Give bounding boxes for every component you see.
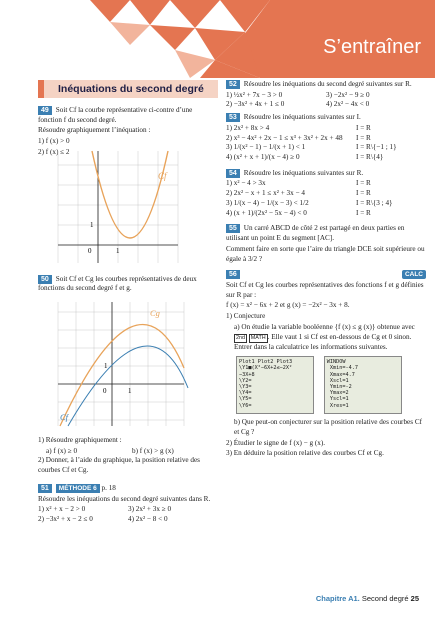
question: Comment faire en sorte que l’aire du triangle DCE soit supérieure ou égale à 3/2 ? [226, 244, 425, 263]
exercise-item: 4) 2x² − 8 < 0 [128, 515, 168, 524]
domain: I = R [356, 208, 371, 217]
curve-label-cf: Cf [60, 412, 69, 423]
exercise-number: 56 [226, 270, 240, 279]
calculator-screens [236, 356, 426, 414]
left-column [38, 80, 218, 528]
exercise-55 [226, 224, 426, 264]
exercise-text: Soit Cf et Cg les courbes représentatives des fonctions f et g définies sur R par : [226, 280, 424, 299]
domain: I = R\{3 ; 4} [356, 198, 393, 207]
domain: I = R [356, 179, 371, 188]
section-title: Inéquations du second degré [58, 83, 204, 95]
key-math: MATH [250, 334, 266, 341]
inequation: 2) 2x² − x + 1 ≤ x² + 3x − 4 [226, 189, 305, 198]
curve-label-cf: Cf [158, 170, 167, 181]
exercise-54 [226, 169, 426, 219]
inequation: 3) 1/(x − 4) − 1/(x − 3) < 1/2 [226, 198, 309, 207]
method-page: p. 18 [101, 483, 116, 492]
exercise-item: 2) f (x) ≤ 2 [38, 147, 70, 156]
calculator-screen-y-editor: Plot1 Plot2 Plot3 \Y1■(X²−6X+2≤−2X² −3X+8 \Y2= \Y3= \Y4= \Y5= \Y6= [236, 356, 314, 414]
inequation: 1) 2x² + 8x > 4 [226, 123, 270, 132]
question-sub: a) f (x) ≥ 0 [46, 446, 78, 455]
inequation: 4) (x² + x + 1)/(x − 4) ≥ 0 [226, 153, 300, 162]
exercise-number: 49 [38, 106, 52, 115]
question: 3) En déduire la position relative des courbes Cf et Cg. [226, 449, 384, 458]
domain: I = R [356, 123, 371, 132]
method-badge[interactable]: MÉTHODE 6 [56, 484, 100, 493]
exercise-item: 2) −3x² + 4x + 1 ≤ 0 [226, 100, 285, 109]
axis-origin-label: 0 [103, 387, 107, 396]
exercise-text: Soit Cf la courbe représentative ci-contre d’une fonction f du second degré. [38, 106, 193, 124]
exercise-item: 3) 2x² + 3x ≥ 0 [128, 505, 172, 514]
footer-title: Second degré [361, 594, 409, 603]
exercise-item: 1) ½x² + 7x − 3 > 0 [226, 90, 283, 99]
exercise-51 [38, 484, 218, 525]
question-sub-a [226, 323, 426, 352]
axis-x-unit-label: 1 [128, 387, 132, 396]
exercise-50-questions [38, 436, 218, 476]
exercise-text: Soit Cf et Cg les courbes représentatives de deux fonctions du second degré f et g. [38, 274, 197, 293]
exercise-number: 52 [226, 80, 240, 89]
exercise-50 [38, 275, 218, 294]
domain: I = R [356, 133, 371, 142]
axis-y-unit-label: 1 [90, 220, 94, 229]
axis-y-unit-label: 1 [104, 362, 108, 371]
exercise-number: 51 [38, 484, 52, 493]
question: 1) Résoudre graphiquement : [38, 436, 122, 445]
exercise-item: 2) −3x² + x − 2 ≤ 0 [38, 515, 93, 524]
question-sub: b) Que peut-on conjecturer sur la position relative des courbes Cf et Cg ? [234, 418, 423, 436]
curve-label-cg: Cg [150, 308, 160, 319]
axis-origin-label: 0 [88, 246, 92, 255]
exercise-53 [226, 113, 426, 163]
graph-ex49 [38, 147, 218, 267]
section-header [38, 80, 218, 98]
exercise-item: 4) 2x² − 4x < 0 [326, 100, 370, 109]
inequation: 3) 1/(x² − 1) − 1/(x + 1) < 1 [226, 143, 306, 152]
footer-chapter: Chapitre A1. [315, 594, 360, 603]
question: 2) Donner, à l’aide du graphique, la position relative des courbes Cf et Cg. [38, 456, 200, 475]
domain: I = R\{4} [356, 153, 384, 162]
inequation: 1) x² − 4 > 3x [226, 179, 266, 188]
key-2nd: 2nd [236, 334, 245, 341]
exercise-number: 50 [38, 275, 52, 284]
question: 2) Étudier le signe de f (x) − g (x). [226, 438, 326, 447]
exercise-56 [226, 270, 426, 459]
question: 1) Conjecture [226, 312, 266, 321]
page-banner-title: S’entraîner [323, 36, 421, 58]
inequation: 2) x³ − 4x² + 2x − 1 ≤ x³ + 3x² + 2x + 48 [226, 133, 343, 142]
exercise-item: 1) f (x) > 0 [38, 137, 70, 146]
question-sub-text-cont: . Elle vaut 1 si Cf est en-dessous de Cg et 0 sinon. Entrer dans la calculatrice les informations suivantes. [234, 332, 412, 351]
exercise-number: 54 [226, 169, 240, 178]
axis-x-unit-label: 1 [116, 246, 120, 255]
calculator-screen-window: WINDOW Xmin=-4.7 Xmax=4.7 Xscl=1 Ymin=-2 Ymax=2 Yscl=1 Xres=1 [324, 356, 402, 414]
header-banner [0, 0, 435, 78]
domain: I = R\{−1 ; 1} [356, 143, 397, 152]
exercise-text: Résoudre les inéquations du second degré suivantes sur R. [243, 80, 412, 88]
exercise-text: Résoudre les inéquations suivantes sur I. [243, 113, 361, 122]
question-sub: b) f (x) > g (x) [132, 446, 174, 455]
exercise-text: Résoudre les inéquations du second degré suivantes dans R. [38, 494, 211, 503]
exercise-52 [226, 80, 426, 110]
exercise-text: Un carré ABCD de côté 2 est partagé en deux parties en utilisant un point E du segment [AC]. [226, 224, 405, 243]
graph-ex50 [38, 298, 218, 430]
exercise-item: 3) −2x² − 9 ≥ 0 [326, 90, 370, 99]
right-column [226, 80, 426, 462]
page-number: 25 [410, 594, 419, 603]
exercise-instruction: Résoudre graphiquement l’inéquation : [38, 126, 151, 135]
exercise-text: Résoudre les inéquations suivantes sur R. [243, 168, 364, 177]
exercise-number: 55 [226, 224, 240, 233]
function-definitions: f (x) = x² − 6x + 2 et g (x) = −2x² − 3x + 8. [226, 301, 350, 310]
calc-badge: CALC [402, 270, 426, 279]
page-footer [316, 594, 419, 604]
inequation: 4) (x + 1)/(2x² − 5x − 4) < 0 [226, 208, 307, 217]
question-sub-text: a) On étudie la variable booléenne {f (x) ≤ g (x)} obtenue avec [234, 322, 415, 331]
domain: I = R [356, 189, 371, 198]
exercise-item: 1) x² + x − 2 > 0 [38, 505, 86, 514]
exercise-number: 53 [226, 113, 240, 122]
